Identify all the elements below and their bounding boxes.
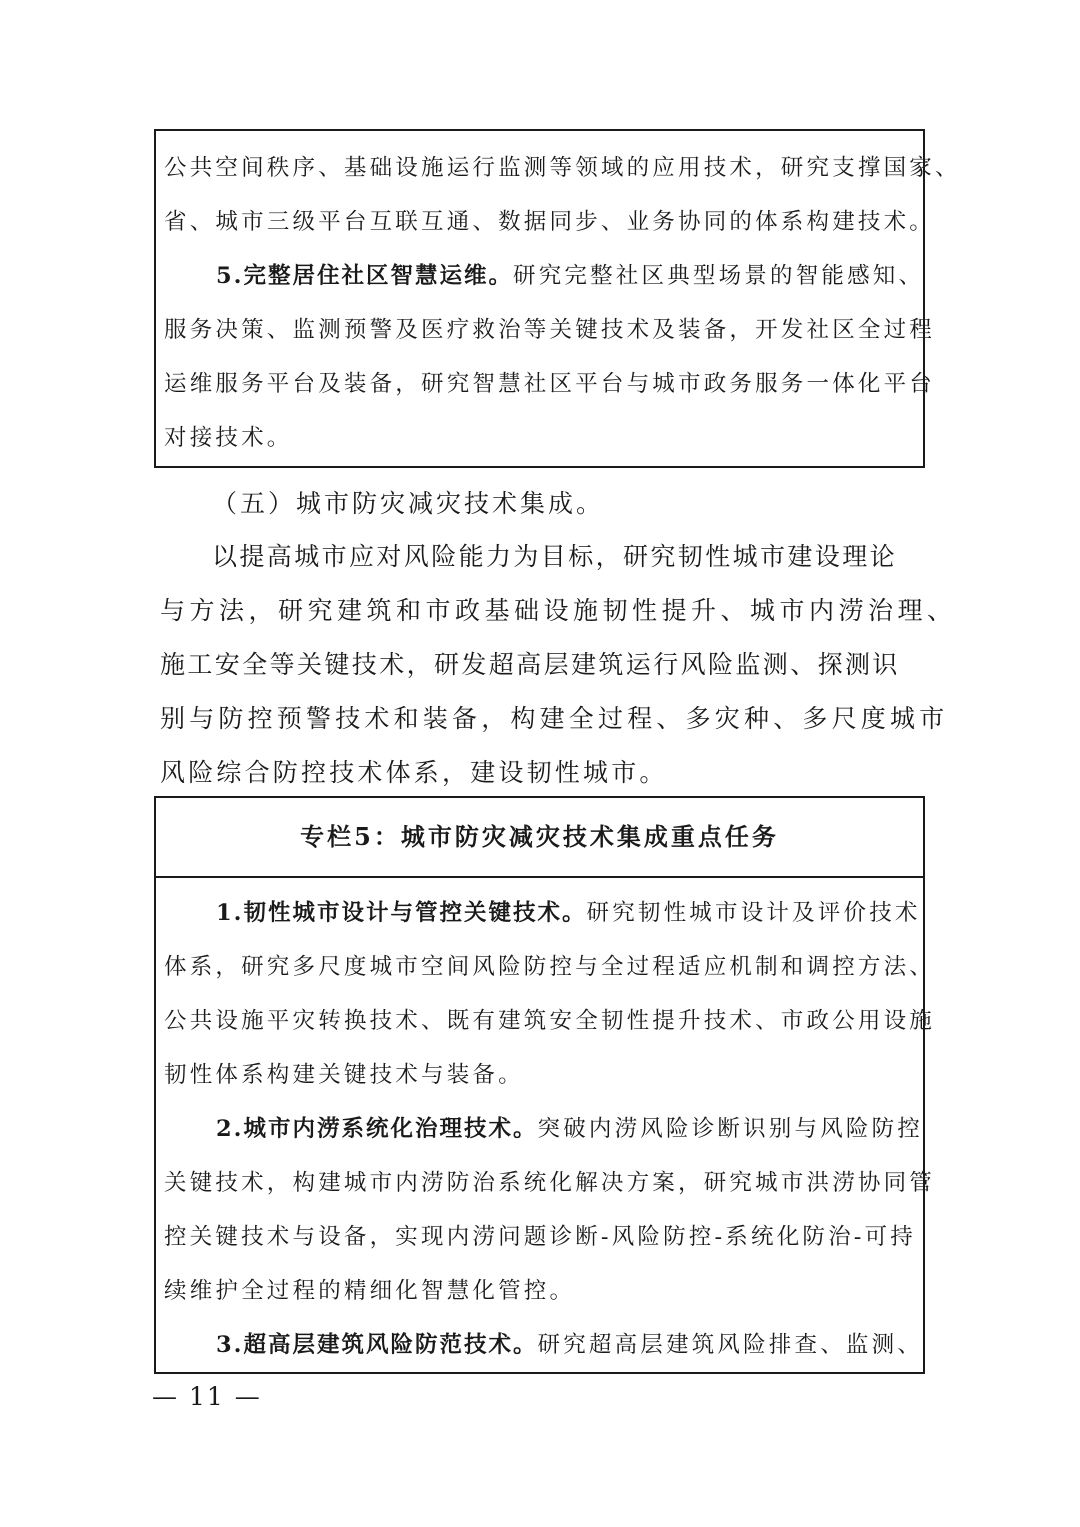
section-heading: （五）城市防灾减灾技术集成。	[212, 489, 605, 518]
box-text-line: 对接技术。	[164, 425, 293, 451]
box-text-line: 服务决策、监测预警及医疗救治等关键技术及装备，开发社区全过程	[164, 317, 936, 343]
box-text-line: 关键技术，构建城市内涝防治系统化解决方案，研究城市洪涝协同管	[164, 1170, 936, 1196]
box-text-line: 公共空间秩序、基础设施运行监测等领域的应用技术，研究支撑国家、	[164, 155, 961, 181]
box-text-line: 运维服务平台及装备，研究智慧社区平台与城市政务服务一体化平台	[164, 371, 936, 397]
task-item-text: 研究超高层建筑风险排查、监测、	[537, 1332, 924, 1358]
paragraph-line: 施工安全等关键技术，研发超高层建筑运行风险监测、探测识	[160, 650, 900, 679]
paragraph-line: 与方法，研究建筑和市政基础设施韧性提升、城市内涝治理、	[160, 596, 957, 625]
page-number: — 11 —	[152, 1382, 262, 1411]
box-text-line: 控关键技术与设备，实现内涝问题诊断-风险防控-系统化防治-可持	[164, 1224, 917, 1250]
box-text-line: 省、城市三级平台互联互通、数据同步、业务协同的体系构建技术。	[164, 209, 936, 235]
section-paragraph	[160, 530, 957, 800]
task-item-title: 1.韧性城市设计与管控关键技术。	[216, 900, 587, 926]
task-item-2	[164, 1102, 924, 1156]
paragraph-line: 别与防控预警技术和装备，构建全过程、多灾种、多尺度城市	[160, 704, 949, 733]
task-item-5	[164, 249, 925, 303]
paragraph-line: 风险综合防控技术体系，建设韧性城市。	[160, 758, 668, 787]
task-item-text: 研究完整社区典型场景的智能感知、	[513, 263, 925, 289]
task-item-text: 突破内涝风险诊断识别与风险防控	[537, 1116, 924, 1142]
task-item-title: 5.完整居住社区智慧运维。	[216, 263, 513, 289]
task-item-3	[164, 1318, 924, 1372]
task-item-1	[164, 886, 921, 940]
paragraph-line: 以提高城市应对风险能力为目标，研究韧性城市建设理论	[212, 542, 898, 571]
task-item-title: 3.超高层建筑风险防范技术。	[216, 1332, 538, 1358]
box-text-line: 体系，研究多尺度城市空间风险防控与全过程适应机制和调控方法、	[164, 954, 936, 980]
task-item-title: 2.城市内涝系统化治理技术。	[216, 1116, 538, 1142]
box-text-line: 公共设施平灾转换技术、既有建筑安全韧性提升技术、市政公用设施	[164, 1008, 936, 1034]
column-5-body	[156, 878, 936, 1372]
task-item-text: 研究韧性城市设计及评价技术	[586, 900, 921, 926]
column-5-title: 专栏5：城市防灾减灾技术集成重点任务	[156, 798, 923, 878]
box-text-line: 韧性体系构建关键技术与装备。	[164, 1062, 524, 1088]
box-text-line: 续维护全过程的精细化智慧化管控。	[164, 1278, 576, 1304]
column-5-box	[154, 796, 936, 1374]
column-box-continued	[154, 129, 961, 468]
